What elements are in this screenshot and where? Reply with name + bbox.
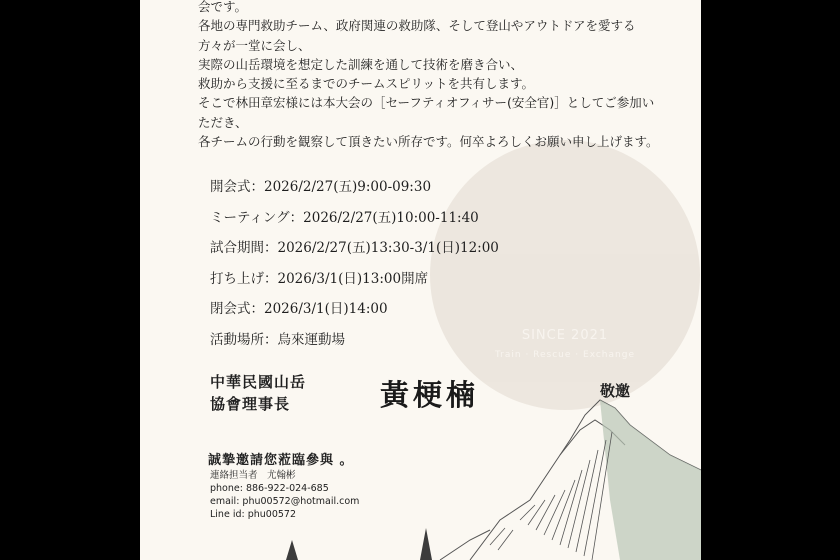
- watermark-motto: Train · Rescue · Exchange: [494, 350, 635, 360]
- contact-info: [210, 469, 359, 521]
- respect-text: 敬邀: [600, 382, 631, 400]
- intro-line: 会です。: [198, 0, 248, 14]
- schedule-list: [210, 175, 499, 359]
- schedule-competition: 試合期間：2026/2/27(五)13:30-3/1(日)12:00: [210, 240, 499, 257]
- contact-email: email: phu00572@hotmail.com: [210, 496, 360, 507]
- intro-line: ただき、: [198, 114, 248, 130]
- invitation-document: [140, 0, 701, 560]
- intro-line: 各チームの行動を観察して頂きたい所存です。何卒よろしくお願い申し上げます。: [198, 134, 659, 150]
- org-line-2: 協會理事長: [210, 395, 291, 413]
- schedule-closing: 閉会式：2026/3/1(日)14:00: [210, 301, 388, 318]
- org-line-1: 中華民國山岳: [210, 373, 307, 391]
- intro-line: 実際の山岳環境を想定した訓練を通して技術を磨き合い、: [198, 56, 524, 72]
- intro-line: 救助から支援に至るまでのチームスピリットを共有します。: [198, 76, 535, 92]
- organization-title: [210, 371, 306, 415]
- watermark-since: SINCE 2021: [521, 328, 609, 343]
- contact-phone: phone: 886-922-024-685: [210, 483, 329, 494]
- schedule-opening: 開会式：2026/2/27(五)9:00-09:30: [210, 179, 432, 195]
- schedule-meeting: ミーティング：2026/2/27(五)10:00-11:40: [210, 209, 479, 226]
- signer-name: 黃梗楠: [380, 378, 480, 412]
- intro-line: 方々が一堂に会し、: [198, 37, 311, 53]
- contact-line-id: Line id: phu00572: [210, 509, 297, 520]
- invite-text: 誠摯邀請您蒞臨參與 。: [208, 453, 354, 468]
- schedule-venue: 活動場所：烏來運動場: [210, 331, 345, 348]
- contact-person: 連絡担当者 尤翰彬: [210, 470, 296, 481]
- intro-line: そこで林田章宏様には本大会の［セーフティオフィサー(安全官)］としてご参加い: [198, 95, 655, 111]
- intro-text: [198, 0, 698, 151]
- schedule-party: 打ち上げ：2026/3/1(日)13:00開席: [210, 270, 429, 287]
- intro-line: 各地の専門救助チーム、政府関連の救助隊、そして登山やアウトドアを愛する: [198, 18, 636, 34]
